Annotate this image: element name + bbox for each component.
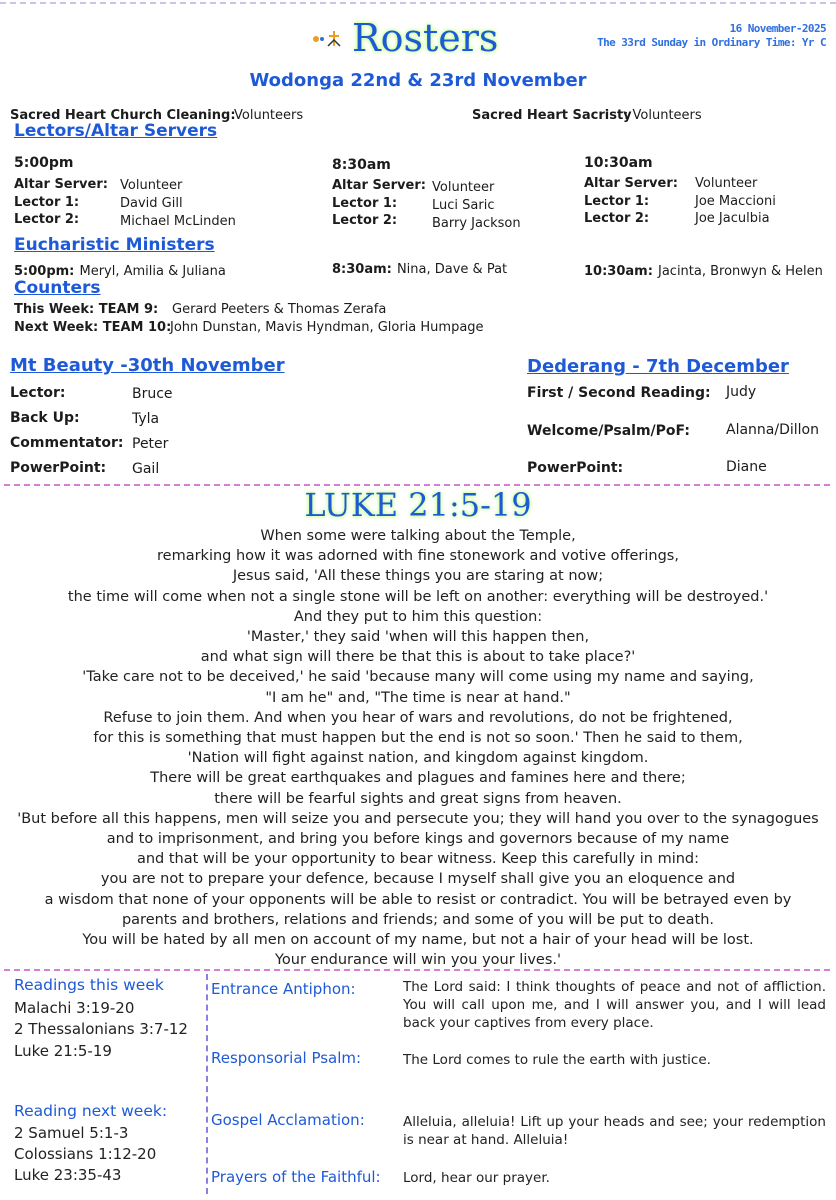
gospel-line: and that will be your opportunity to bear witness. Keep this carefully in mind: — [136, 851, 700, 868]
reading-next-week: Colossians 1:12-20 — [14, 1145, 157, 1163]
gospel-line: parents and brothers, relations and friends; and some of you will be put to death. — [121, 911, 715, 928]
church-logo-icon — [310, 28, 350, 48]
gospel-line: 'Nation will fight against nation, and kingdom against kingdom. — [187, 750, 649, 767]
eucharistic-row-2 — [332, 258, 507, 277]
altar-server-2: Volunteer — [432, 180, 495, 195]
sacristy-value: : Volunteers — [624, 108, 702, 123]
dederang-value-3: Diane — [726, 459, 767, 475]
gospel-acclamation-text: Alleluia, alleluia! Lift up your heads and see; your redemption is near at hand. Alleluia! — [403, 1114, 826, 1148]
mt-beauty-value-2: Tyla — [132, 411, 160, 427]
cleaning-label: Sacred Heart Church Cleaning: — [10, 108, 236, 123]
reading-next-week: Luke 23:35-43 — [14, 1166, 122, 1184]
reading-next-week: 2 Samuel 5:1-3 — [14, 1124, 129, 1142]
counters-next-week-names: John Dunstan, Mavis Hyndman, Gloria Humpage — [170, 320, 484, 335]
gospel-line: Jesus said, 'All these things you are staring at now; — [232, 568, 604, 585]
mass-time-2: 8:30am — [332, 157, 391, 173]
gospel-line: "I am he" and, "The time is near at hand." — [265, 689, 571, 706]
altar-server-label-2: Altar Server: — [332, 178, 426, 193]
eucharistic-time: 10:30am: — [584, 264, 653, 279]
mt-beauty-value-3: Peter — [132, 436, 169, 452]
lector2-label-2: Lector 2: — [332, 213, 398, 228]
mt-beauty-label-3: Commentator: — [10, 435, 124, 451]
altar-server-1: Volunteer — [120, 178, 183, 193]
lector1-1: David Gill — [120, 196, 183, 211]
gospel-line: for this is something that must happen but the end is not so soon.' Then he said to them, — [93, 730, 743, 747]
gospel-line: You will be hated by all men on account of my name, but not a hair of your head will be lost. — [82, 932, 754, 949]
lector2-2: Barry Jackson — [432, 216, 521, 231]
gospel-line: When some were talking about the Temple, — [260, 528, 576, 544]
lector1-label-1: Lector 1: — [14, 195, 80, 210]
eucharistic-names: Nina, Dave & Pat — [396, 262, 508, 277]
eucharistic-row-1 — [14, 260, 226, 279]
prayers-text: Lord, hear our prayer. — [403, 1170, 550, 1186]
eucharistic-names: Meryl, Amilia & Juliana — [79, 264, 226, 279]
dederang-label-2: Welcome/Psalm/PoF: — [527, 423, 690, 439]
readings-next-week-heading: Reading next week: — [14, 1102, 168, 1120]
gospel-line: the time will come when not a single stone will be left on another: everything will be destroyed.' — [67, 588, 769, 605]
gospel-line: there will be fearful sights and great signs from heaven. — [214, 790, 622, 807]
dederang-value-1: Judy — [726, 384, 757, 400]
reading-this-week: Luke 21:5-19 — [14, 1042, 112, 1060]
lector1-3: Joe Maccioni — [695, 194, 776, 209]
gospel-line: 'Take care not to be deceived,' he said 'because many will come using my name and saying, — [82, 669, 754, 686]
lector2-3: Joe Jaculbia — [695, 211, 770, 226]
lectors-heading: Lectors/Altar Servers — [14, 121, 218, 141]
gospel-line: 'But before all this happens, men will seize you and persecute you; they will hand you over to the synagogues — [17, 810, 819, 827]
top-divider — [0, 2, 836, 4]
dederang-label-3: PowerPoint: — [527, 460, 624, 476]
gospel-line: a wisdom that none of your opponents will be able to resist or contradict. You will be betrayed even by — [44, 891, 792, 908]
gospel-line: 'Master,' they said 'when will this happen then, — [246, 629, 590, 646]
gospel-line: There will be great earthquakes and plagues and famines here and there; — [150, 770, 686, 787]
mt-beauty-heading: Mt Beauty -30th November — [10, 355, 285, 376]
mt-beauty-value-1: Bruce — [132, 386, 173, 402]
bulletin-date: 16 November-2025 — [729, 22, 826, 35]
gospel-line: Refuse to join them. And when you hear of wars and revolutions, do not be frightened, — [103, 709, 733, 726]
mt-beauty-label-4: PowerPoint: — [10, 460, 107, 476]
section-divider — [4, 969, 830, 971]
eucharistic-row-3 — [584, 260, 823, 279]
eucharistic-time: 8:30am: — [332, 262, 392, 277]
entrance-antiphon-label: Entrance Antiphon: — [211, 980, 356, 998]
reading-this-week: Malachi 3:19-20 — [14, 999, 135, 1017]
dederang-value-2: Alanna/Dillon — [726, 422, 819, 438]
gospel-title: LUKE 21:5-19 — [304, 486, 532, 524]
entrance-antiphon-text: The Lord said: I think thoughts of peace and not of affliction. You will call upon me, and I will answer you, and I will lead back your captives from every place. — [403, 979, 826, 1031]
altar-server-label-1: Altar Server: — [14, 177, 108, 192]
mass-time-1: 5:00pm — [14, 155, 74, 171]
gospel-line: remarking how it was adorned with fine stonework and votive offerings, — [157, 548, 679, 565]
prayers-label: Prayers of the Faithful: — [211, 1168, 381, 1186]
lector1-label-3: Lector 1: — [584, 194, 650, 209]
column-divider — [206, 974, 208, 1194]
gospel-line: you are not to prepare your defence, because I myself shall give you an eloquence and — [100, 871, 736, 888]
cleaning-value: Volunteers — [234, 108, 304, 123]
reading-this-week: 2 Thessalonians 3:7-12 — [14, 1020, 188, 1038]
counters-next-week-label: Next Week: TEAM 10: — [14, 320, 172, 335]
gospel-text — [0, 526, 836, 970]
responsorial-psalm-text: The Lord comes to rule the earth with justice. — [403, 1052, 711, 1068]
dederang-label-1: First / Second Reading: — [527, 385, 711, 401]
gospel-line: Your endurance will win you your lives.' — [274, 952, 562, 969]
eucharistic-time: 5:00pm: — [14, 264, 75, 279]
lector1-label-2: Lector 1: — [332, 196, 398, 211]
altar-server-label-3: Altar Server: — [584, 176, 678, 191]
counters-this-week-names: Gerard Peeters & Thomas Zerafa — [172, 302, 387, 317]
gospel-acclamation-label: Gospel Acclamation: — [211, 1111, 365, 1129]
mt-beauty-label-1: Lector: — [10, 385, 66, 401]
eucharistic-heading: Eucharistic Ministers — [14, 235, 215, 255]
lector2-1: Michael McLinden — [120, 214, 236, 229]
lector1-2: Luci Saric — [432, 198, 495, 213]
responsorial-psalm-label: Responsorial Psalm: — [211, 1049, 362, 1067]
wodonga-heading: Wodonga 22nd & 23rd November — [249, 70, 587, 91]
mt-beauty-value-4: Gail — [132, 461, 160, 477]
lector2-label-3: Lector 2: — [584, 211, 650, 226]
lector2-label-1: Lector 2: — [14, 212, 80, 227]
page-title: Rosters — [352, 16, 499, 60]
counters-this-week-label: This Week: TEAM 9: — [14, 302, 159, 317]
gospel-line: And they put to him this question: — [293, 608, 543, 625]
eucharistic-names: Jacinta, Bronwyn & Helen — [658, 264, 823, 279]
readings-this-week-heading: Readings this week — [14, 976, 164, 994]
gospel-line: and to imprisonment, and bring you before kings and governors because of my name — [106, 831, 730, 848]
altar-server-3: Volunteer — [695, 176, 758, 191]
liturgical-day: The 33rd Sunday in Ordinary Time: Yr C — [597, 36, 826, 49]
mt-beauty-label-2: Back Up: — [10, 410, 80, 426]
counters-heading: Counters — [14, 278, 101, 298]
gospel-line: and what sign will there be that this is about to take place?' — [200, 649, 636, 666]
dederang-heading: Dederang - 7th December — [527, 356, 789, 377]
sacristy-label: Sacred Heart Sacristy — [472, 108, 632, 123]
mass-time-3: 10:30am — [584, 155, 653, 171]
